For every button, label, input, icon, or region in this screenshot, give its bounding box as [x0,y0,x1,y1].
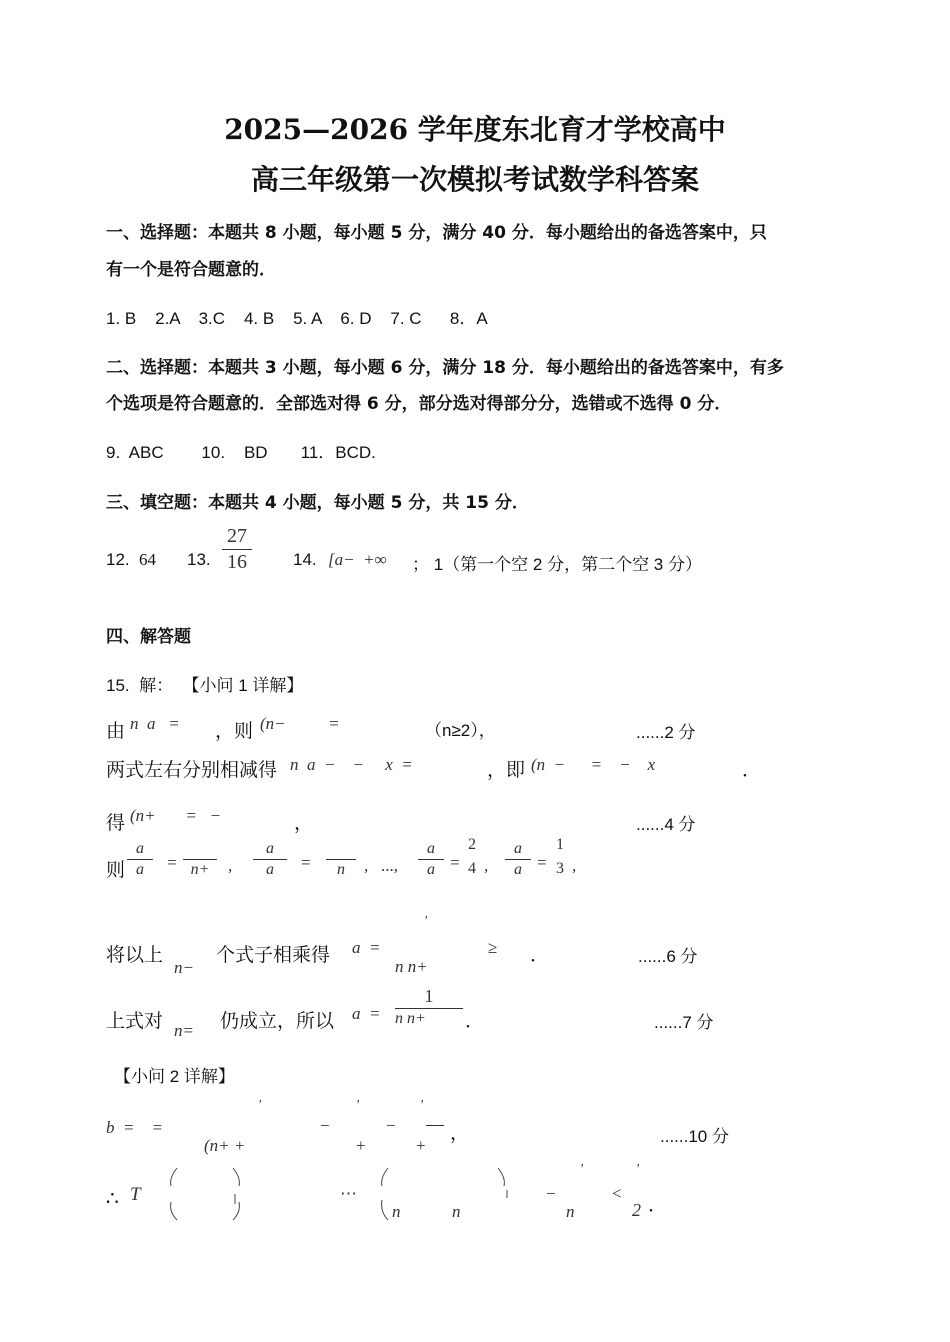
page-title-line1: 2025—2026 学年度东北育才学校高中 [224,113,726,146]
line4-comma3: , [484,856,489,875]
line4-frac3 [253,840,287,879]
line8-n3: n [566,1202,575,1221]
line4-eq2: = [300,853,312,872]
line2-math1: n a − − x = [290,755,413,774]
line4-frac7-den: a [514,861,522,878]
q15-part2-heading: 【小问 2 详解】 [114,1067,235,1086]
line4-frac4-num [326,840,356,858]
line2-end: ． [742,759,762,781]
line1-math2: (n− = [260,714,340,733]
line4-frac8-den: 3 [556,860,564,877]
line7-den2: + [356,1136,366,1155]
line6-mid: 仍成立，所以 [220,1010,335,1032]
line4-frac7 [505,840,531,879]
q12-label: 12. [106,550,130,569]
line4-frac6-den: 4 [468,860,476,877]
line2-mid: ，即 [487,759,526,781]
line4-frac6-num: 2 [468,836,476,853]
line8-tick1: ' [580,1162,583,1177]
line4-comma4: , [572,856,577,875]
section3-heading: 三、填空题：本题共 4 小题，每小题 5 分，共 15 分． [106,493,529,513]
line6-prefix: 上式对 [106,1010,164,1032]
q13-denominator: 16 [227,551,247,573]
line7-den3: + [416,1136,426,1155]
line8-tick2: ' [636,1162,639,1177]
line1-prefix: 由 [106,720,126,742]
line8-dots: ⋯ [340,1184,357,1203]
line4-frac4-den: n [337,861,345,878]
section2-heading-line1: 二、选择题：本题共 3 小题，每小题 6 分，满分 18 分．每小题给出的备选答案中，有多 [106,358,784,378]
line4-prefix: 则 [106,859,126,881]
line5-sub: n− [174,958,194,977]
line6-num: 1 [424,986,434,1006]
line4-frac3-bar [253,859,287,860]
section2-answers: 9. ABC 10. BD 11．BCD. [106,443,376,462]
line4-frac2 [183,840,217,879]
section2-heading-line2: 个选项是符合题意的．全部选对得 6 分，部分选对得部分分，选错或不选得 0 分． [106,394,732,414]
q13-fraction [222,525,252,574]
line4-frac5-den: a [427,861,435,878]
section1-answers: 1. B 2.A 3.C 4. B 5. A 6. D 7. C 8．A [106,309,488,328]
line6-bar [395,1008,463,1009]
line3-score: ......4 分 [636,815,696,834]
line7-score: ......10 分 [660,1127,729,1146]
line4-frac2-num [183,840,217,858]
section1-heading-line2: 有一个是符合题意的． [106,260,276,280]
line5-prefix: 将以上 [106,944,164,966]
line7-minus1: − [320,1116,330,1135]
line4-frac1 [127,840,153,879]
line5-ge: ≥ [488,938,498,957]
line4-frac8 [552,836,568,878]
line4-frac8-num: 1 [556,836,564,853]
line4-frac4 [326,840,356,879]
line6-end: ． [465,1010,485,1032]
line6-math: a = [352,1004,381,1023]
page-title-line2: 高三年级第一次模拟考试数学科答案 [250,163,699,196]
line4-frac5-bar [418,859,444,860]
line5-end: ． [530,944,550,966]
q15-intro: 15. 解： 【小问 1 详解】 [106,676,304,695]
line6-fraction [395,986,463,1028]
line1-mid: ，则 [215,720,254,742]
line4-frac1-num: a [136,840,144,857]
line7-bar3 [426,1125,444,1126]
q14-label: 14. [293,550,317,569]
line5-score: ......6 分 [638,947,698,966]
line4-frac3-den: a [266,861,274,878]
line1-condition: （n≥2）， [425,721,496,740]
line7-tick1: ' [258,1098,261,1113]
line4-frac4-bar [326,859,356,860]
line2-math2: (n − = − x [531,755,656,774]
line5-mid: 个式子相乘得 [216,944,331,966]
line7-end: ， [450,1122,470,1144]
line4-frac6 [464,836,480,878]
line3-math: (n+ = − [130,806,222,825]
line6-den: n n+ [395,1010,426,1027]
line2-prefix: 两式左右分别相减得 [106,759,278,781]
line4-frac7-num: a [514,840,522,857]
line7-math1: b = = [106,1118,163,1137]
line8-n1: n [392,1202,401,1221]
q13-numerator: 27 [227,525,247,547]
line4-ellipsis: ..., [381,856,398,875]
line4-eq4: = [536,853,548,872]
line8-paren-left-group [165,1164,245,1224]
line4-eq3: = [449,853,461,872]
line4-eq1: = [166,853,178,872]
line7-minus2: − [386,1116,396,1135]
line7-tick2: ' [356,1098,359,1113]
line4-comma2: , [364,856,369,875]
line1-math1: n a = [130,714,180,733]
q14-rest: ； 1（第一个空 2 分，第二个空 3 分） [412,555,702,574]
line4-frac3-num: a [266,840,274,857]
q13-label: 13. [187,550,211,569]
line4-frac2-bar [183,859,217,860]
line4-frac5 [418,840,444,879]
line7-den1: (n+ + [204,1136,246,1155]
line8-n2: n [452,1202,461,1221]
line1-score: ......2 分 [636,723,696,742]
line3-end: ， [294,812,314,834]
line4-comma1: , [228,856,233,875]
line8-end: ． [648,1194,668,1216]
line8-minus: − [546,1184,556,1203]
line5-math: a = [352,938,381,957]
q12-value: 64 [139,550,156,569]
line4-frac7-bar [505,859,531,860]
line4-frac2-den: n+ [190,861,210,878]
line5-den: n n+ [395,957,428,976]
line4-frac1-den: a [136,861,144,878]
line3-prefix: 得 [106,812,126,834]
line6-score: ......7 分 [654,1013,714,1032]
section4-heading: 四、解答题 [106,627,191,647]
line8-T: T [130,1184,141,1205]
section1-heading-line1: 一、选择题：本题共 8 小题，每小题 5 分，满分 40 分．每小题给出的备选答案中，只 [106,223,767,243]
line5-tick: ' [424,914,427,929]
line8-therefore: ∴ [106,1186,119,1210]
line8-half-den: 2 [632,1200,641,1220]
line4-frac5-num: a [427,840,435,857]
line6-sub: n= [174,1021,194,1040]
q13-fraction-bar [222,549,252,550]
line4-frac1-bar [127,859,153,860]
q14-interval: [a− +∞ [328,550,387,569]
line7-tick3: ' [420,1098,423,1113]
line8-lt: < [612,1184,622,1203]
